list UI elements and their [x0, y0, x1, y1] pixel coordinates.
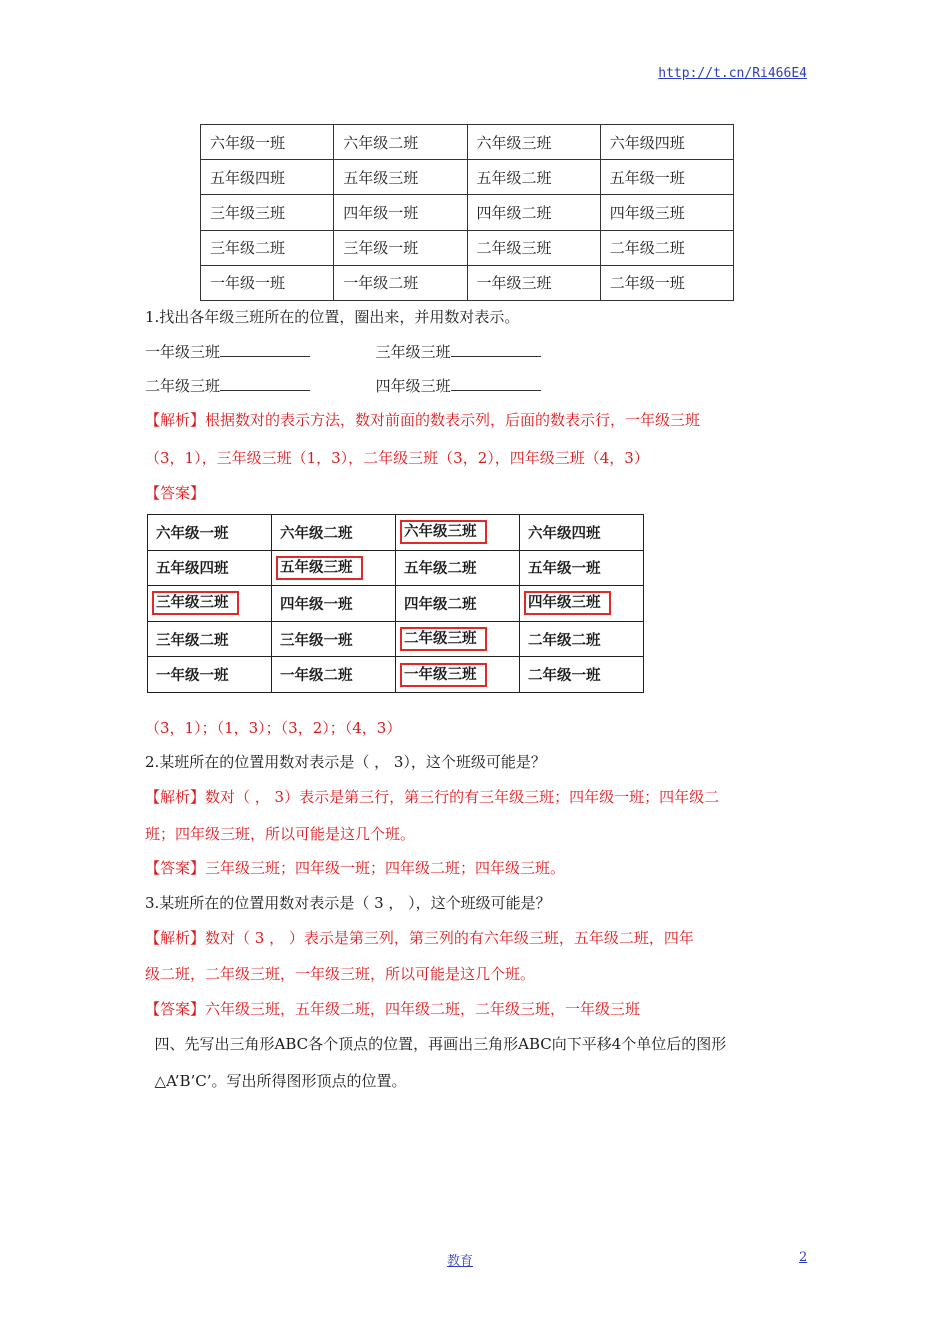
cell-text: 四年级三班 [609, 203, 685, 222]
q1-analysis-line-1: 【解析】根据数对的表示方法，数对前面的数表示列，后面的数表示行，一年级三班 [145, 411, 701, 429]
cell-text: 二年级三班 [476, 239, 552, 258]
table-cell [467, 230, 600, 265]
table-cell [520, 657, 644, 693]
table-row [201, 265, 734, 300]
table-cell [272, 550, 396, 586]
table-cell [148, 621, 272, 657]
cell-text: 六年级一班 [210, 133, 286, 152]
fill-label: 四年级三班 [375, 377, 451, 395]
fill-label: 三年级三班 [375, 343, 451, 361]
circled-cell-text: 五年级三班 [276, 556, 363, 580]
q2-answer: 【答案】三年级三班；四年级一班；四年级二班；四年级三班。 [145, 859, 566, 877]
table-row [148, 515, 644, 551]
cell-text: 三年级三班 [210, 203, 286, 222]
table-cell [272, 621, 396, 657]
table-row [201, 230, 734, 265]
table-cell [148, 657, 272, 693]
table-cell [520, 550, 644, 586]
table-cell [520, 586, 644, 622]
table-cell [520, 621, 644, 657]
table-cell [600, 265, 733, 300]
table-cell [272, 515, 396, 551]
circled-cell-text: 六年级三班 [400, 520, 487, 544]
circled-cell-text: 二年级三班 [400, 627, 487, 651]
fill-label: 一年级三班 [145, 343, 221, 361]
cell-text: 三年级一班 [343, 239, 419, 258]
cell-text: 五年级一班 [528, 561, 601, 578]
table-cell [201, 265, 334, 300]
table-cell [148, 515, 272, 551]
cell-text: 四年级二班 [476, 203, 552, 222]
table-row [148, 550, 644, 586]
cell-text: 二年级二班 [528, 632, 601, 649]
circled-cell-text: 三年级三班 [152, 591, 239, 615]
cell-text: 五年级三班 [343, 168, 419, 187]
table-cell [396, 515, 520, 551]
table-row [201, 195, 734, 230]
cell-text: 五年级一班 [609, 168, 685, 187]
header-link[interactable]: http://t.cn/Ri466E4 [658, 66, 807, 81]
cell-text: 五年级二班 [404, 561, 477, 578]
table-cell [600, 195, 733, 230]
table-cell [600, 230, 733, 265]
table-cell [467, 125, 600, 160]
cell-text: 六年级二班 [343, 133, 419, 152]
answer-blank[interactable] [220, 344, 310, 357]
circled-cell-text: 四年级三班 [524, 591, 611, 615]
cell-text: 三年级二班 [210, 239, 286, 258]
q3-analysis-line-2: 级二班，二年级三班，一年级三班，所以可能是这几个班。 [145, 965, 536, 983]
answer-blank[interactable] [220, 378, 310, 391]
cell-text: 五年级四班 [210, 168, 286, 187]
table-cell [334, 265, 467, 300]
table-cell [334, 160, 467, 195]
table-cell [201, 160, 334, 195]
q1-analysis-line-2: （3，1），三年级三班（1，3），二年级三班（3，2），四年级三班（4，3） [145, 449, 649, 467]
cell-text: 六年级一班 [156, 525, 229, 542]
cell-text: 五年级四班 [156, 561, 229, 578]
table-row [148, 586, 644, 622]
fill-label: 二年级三班 [145, 377, 221, 395]
cell-text: 一年级二班 [343, 274, 419, 293]
q3-answer: 【答案】六年级三班，五年级二班，四年级二班，二年级三班，一年级三班 [145, 1000, 641, 1018]
table-cell [520, 515, 644, 551]
q1-fill-row-2 [145, 375, 541, 396]
table-cell [467, 195, 600, 230]
table-cell [600, 125, 733, 160]
cell-text: 二年级二班 [609, 239, 685, 258]
table-cell [272, 657, 396, 693]
q1-fill-row-1 [145, 341, 541, 362]
cell-text: 一年级一班 [210, 274, 286, 293]
cell-text: 一年级一班 [156, 668, 229, 685]
page-number: 2 [799, 1250, 808, 1265]
table-cell [272, 586, 396, 622]
q4-line-2: △A’B’C’。写出所得图形顶点的位置。 [145, 1072, 407, 1090]
cell-text: 六年级三班 [476, 133, 552, 152]
cell-text: 一年级二班 [280, 668, 353, 685]
footer-link[interactable]: 教育 [447, 1254, 474, 1269]
table-cell [201, 195, 334, 230]
table-cell [201, 230, 334, 265]
answer-blank[interactable] [451, 378, 541, 391]
answer-grid-table [147, 514, 644, 693]
q1-answer-pairs: （3，1）；（1，3）；（3，2）；（4，3） [145, 719, 402, 737]
cell-text: 六年级四班 [609, 133, 685, 152]
cell-text: 四年级一班 [280, 596, 353, 613]
table-cell [334, 125, 467, 160]
q2-analysis-line-1: 【解析】数对（ ， 3）表示是第三行，第三行的有三年级三班；四年级一班；四年级二 [145, 788, 720, 806]
q1-question: 1.找出各年级三班所在的位置，圈出来，并用数对表示。 [145, 308, 520, 326]
table-row [201, 160, 734, 195]
class-grid-table [200, 124, 734, 301]
table-cell [396, 586, 520, 622]
table-cell [396, 550, 520, 586]
cell-text: 六年级二班 [280, 525, 353, 542]
table-cell [148, 586, 272, 622]
table-cell [600, 160, 733, 195]
cell-text: 三年级一班 [280, 632, 353, 649]
table-cell [396, 657, 520, 693]
q3-analysis-line-1: 【解析】数对（ 3 ， ）表示是第三列，第三列的有六年级三班，五年级二班，四年 [145, 929, 694, 947]
table-cell [148, 550, 272, 586]
cell-text: 五年级二班 [476, 168, 552, 187]
table-cell [334, 195, 467, 230]
table-cell [334, 230, 467, 265]
table-cell [396, 621, 520, 657]
table-row [201, 125, 734, 160]
table-row [148, 621, 644, 657]
q1-answer-label: 【答案】 [145, 484, 206, 502]
table-cell [467, 265, 600, 300]
cell-text: 四年级二班 [404, 596, 477, 613]
q4-line-1: 四、先写出三角形ABC各个顶点的位置，再画出三角形ABC向下平移4个单位后的图形 [145, 1035, 727, 1053]
cell-text: 三年级二班 [156, 632, 229, 649]
cell-text: 一年级三班 [476, 274, 552, 293]
table-cell [467, 160, 600, 195]
cell-text: 二年级一班 [609, 274, 685, 293]
table-cell [201, 125, 334, 160]
cell-text: 四年级一班 [343, 203, 419, 222]
circled-cell-text: 一年级三班 [400, 663, 487, 687]
answer-blank[interactable] [451, 344, 541, 357]
table-row [148, 657, 644, 693]
cell-text: 六年级四班 [528, 525, 601, 542]
q2-question: 2.某班所在的位置用数对表示是（ ， 3），这个班级可能是？ [145, 753, 546, 771]
q2-analysis-line-2: 班；四年级三班，所以可能是这几个班。 [145, 825, 416, 843]
q3-question: 3.某班所在的位置用数对表示是（ 3 ， ），这个班级可能是？ [145, 894, 551, 912]
cell-text: 二年级一班 [528, 668, 601, 685]
